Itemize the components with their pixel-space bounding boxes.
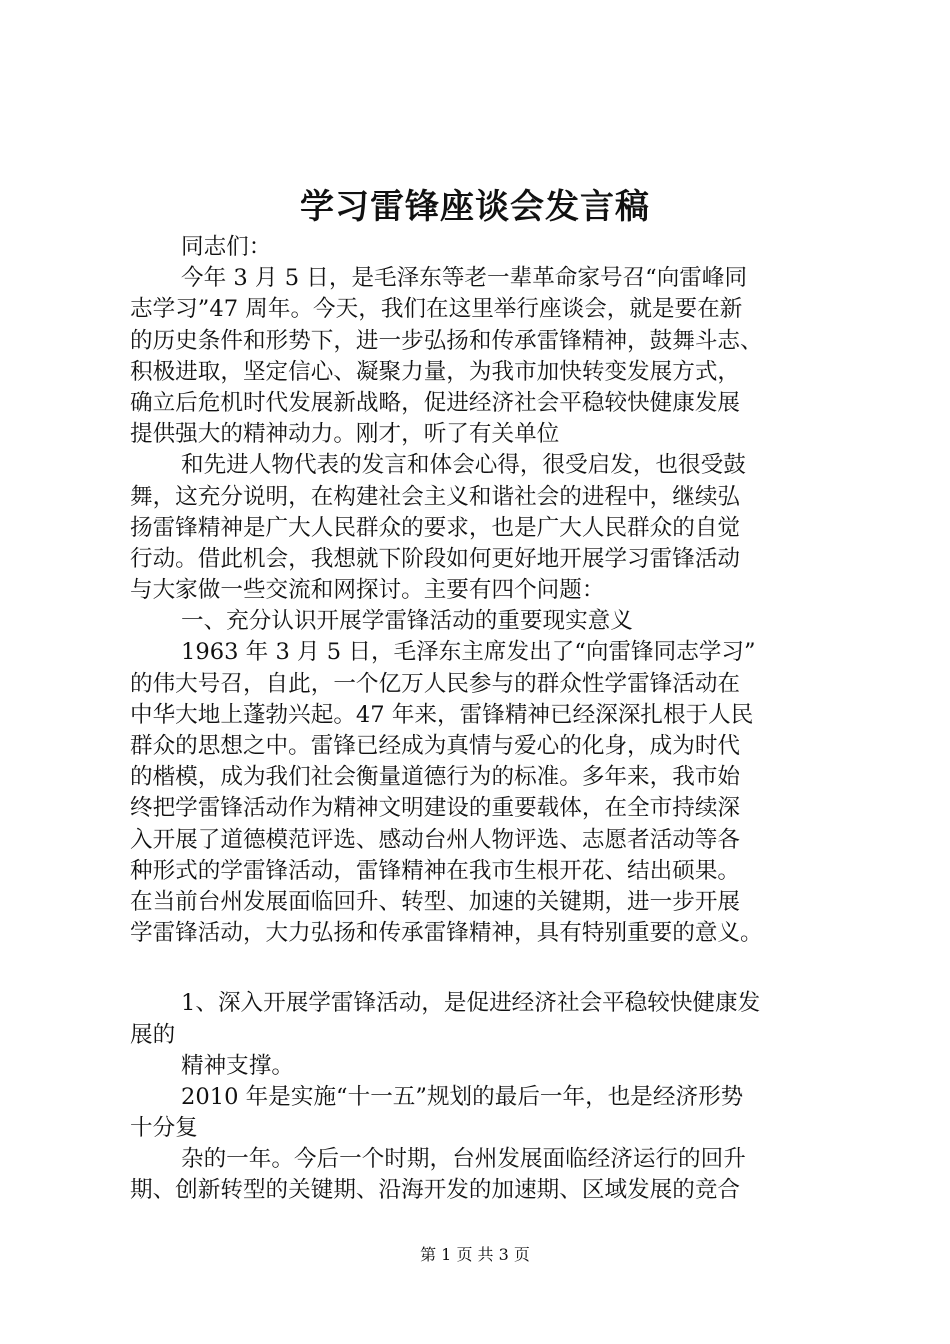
text-line: 种形式的学雷锋活动，雷锋精神在我市生根开花、结出硕果。: [130, 857, 741, 884]
text-line: 行动。借此机会，我想就下阶段如何更好地开展学习雷锋活动: [130, 545, 741, 572]
text-line: 的楷模，成为我们社会衡量道德行为的标准。多年来，我市始: [130, 764, 741, 791]
text-line: 精神支撑。: [181, 1052, 294, 1079]
text-line: 1963 年 3 月 5 日，毛泽东主席发出了“向雷锋同志学习”: [181, 639, 756, 666]
text-line: 终把学雷锋活动作为精神文明建设的重要载体，在全市持续深: [130, 795, 741, 822]
text-line: 今年 3 月 5 日，是毛泽东等老一辈革命家号召“向雷峰同: [181, 265, 748, 292]
text-line: 志学习”47 周年。今天，我们在这里举行座谈会，就是要在新: [130, 296, 743, 323]
text-line: 积极进取，坚定信心、凝聚力量，为我市加快转变发展方式，: [130, 358, 741, 385]
document-title: 学习雷锋座谈会发言稿: [300, 187, 650, 227]
paragraph-gap: [130, 949, 850, 988]
text-line: 和先进人物代表的发言和体会心得，很受启发，也很受鼓: [181, 452, 746, 479]
text-line: 2010 年是实施“十一五”规划的最后一年，也是经济形势: [181, 1083, 744, 1110]
text-line: 确立后危机时代发展新战略，促进经济社会平稳较快健康发展: [130, 389, 741, 416]
text-line: 在当前台州发展面临回升、转型、加速的关键期，进一步开展: [130, 888, 741, 915]
text-line: 入开展了道德模范评选、感动台州人物评选、志愿者活动等各: [130, 826, 741, 853]
text-line: 一、充分认识开展学雷锋活动的重要现实意义: [181, 608, 633, 635]
text-line: 同志们：: [181, 234, 272, 260]
text-line: 期、创新转型的关键期、沿海开发的加速期、区域发展的竞合: [130, 1177, 741, 1204]
text-line: 学雷锋活动，大力弘扬和传承雷锋精神，具有特别重要的意义。: [130, 920, 763, 947]
text-line: 群众的思想之中。雷锋已经成为真情与爱心的化身，成为时代: [130, 733, 741, 759]
text-line: 展的: [130, 1021, 176, 1048]
text-line: 与大家做一些交流和网探讨。主要有四个问题：: [130, 577, 605, 604]
document-body: [130, 232, 850, 1207]
text-line: 舞，这充分说明，在构建社会主义和谐社会的进程中，继续弘: [130, 483, 741, 510]
text-line: 扬雷锋精神是广大人民群众的要求，也是广大人民群众的自觉: [130, 514, 741, 541]
text-line: 提供强大的精神动力。刚才，听了有关单位: [130, 421, 560, 448]
text-line: 1、深入开展学雷锋活动，是促进经济社会平稳较快健康发: [181, 990, 761, 1017]
text-line: 杂的一年。今后一个时期，台州发展面临经济运行的回升: [181, 1146, 746, 1173]
text-line: 十分复: [130, 1115, 198, 1142]
text-line: 的伟大号召，自此，一个亿万人民参与的群众性学雷锋活动在: [130, 670, 741, 697]
page-footer: 第 1 页 共 3 页: [420, 1245, 530, 1264]
text-line: 中华大地上蓬勃兴起。47 年来，雷锋精神已经深深扎根于人民: [130, 701, 754, 728]
text-line: 的历史条件和形势下，进一步弘扬和传承雷锋精神，鼓舞斗志、: [130, 327, 763, 354]
